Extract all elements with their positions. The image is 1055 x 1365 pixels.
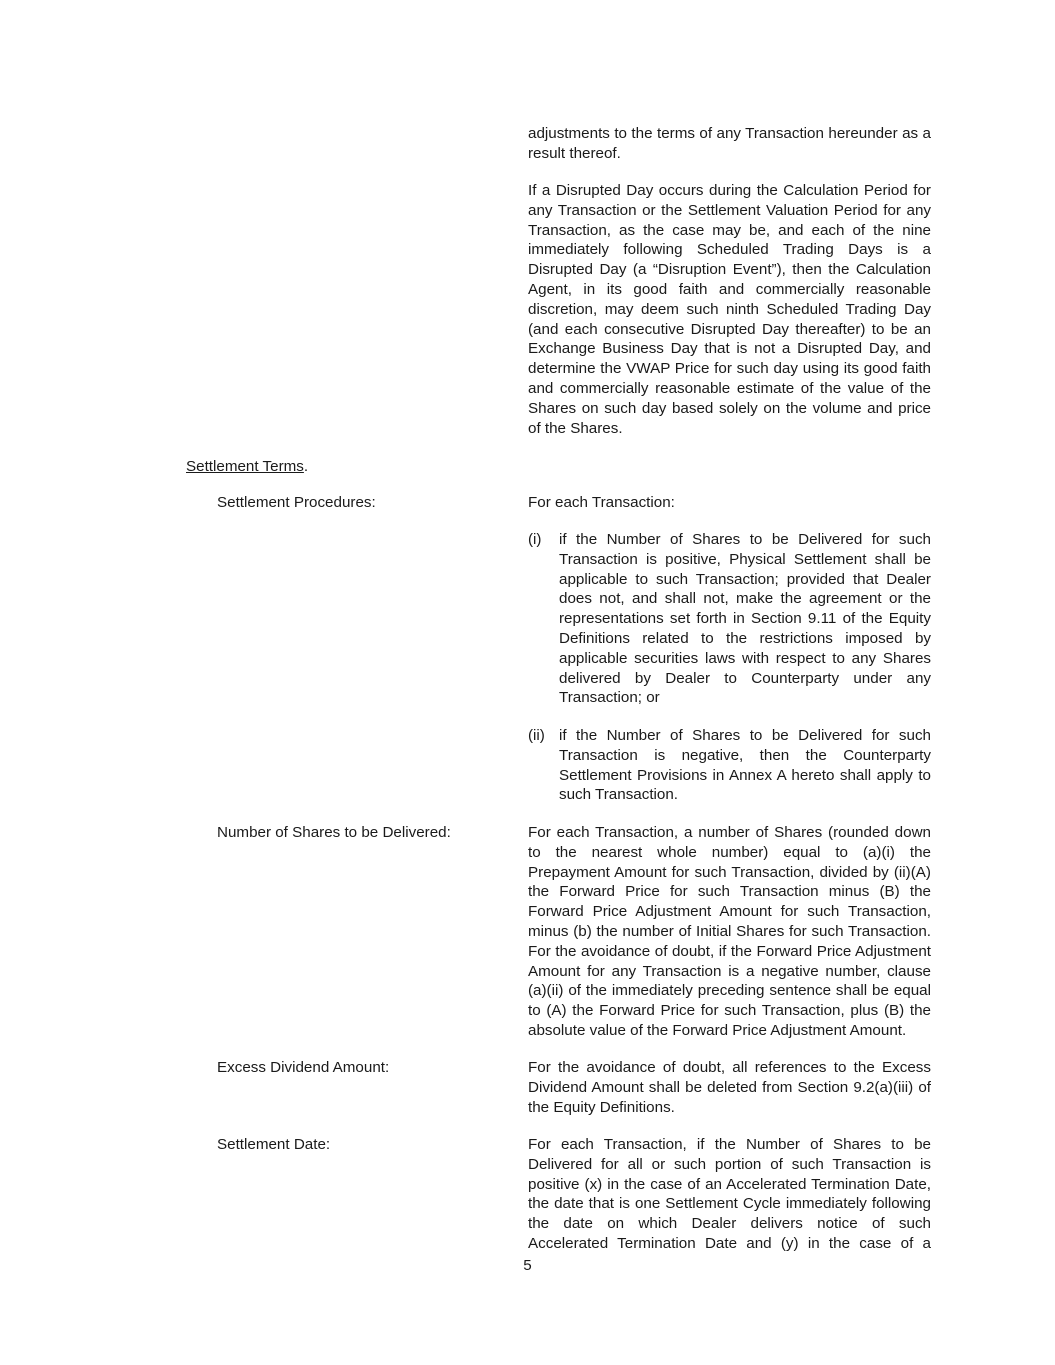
excess-dividend-text: For the avoidance of doubt, all references to the Excess Dividend Amount shall be deleted from Section 9.2(a)(iii) of the Equity Definitions.: [528, 1059, 931, 1116]
paragraph-adjustments-text: adjustments to the terms of any Transaction hereunder as a result thereof.: [528, 125, 931, 162]
item-number: (ii): [528, 727, 545, 744]
settlement-procedures-item-i: [528, 530, 931, 708]
paragraph-disrupted-day-text: If a Disrupted Day occurs during the Calculation Period for any Transaction or the Settlement Valuation Period for any Transaction, as the case may be, and each of the nine immediately following Scheduled Trading Days is a Disrupted Day (a “Disruption Event”), then the Calculation Agent, in its good faith and commercially reasonable discretion, may deem such ninth Scheduled Trading Day (and each consecutive Disrupted Day thereafter) to be an Exchange Business Day that is not a Disrupted Day, and determine the VWAP Price for such day using its good faith and commercially reasonable estimate of the value of the Shares on such day based solely on the volume and price of the Shares.: [528, 182, 931, 437]
paragraph-adjustments: [528, 124, 931, 164]
label-number-of-shares: Number of Shares to be Delivered:: [217, 824, 451, 841]
item-text: if the Number of Shares to be Delivered for such Transaction is negative, then the Counterparty Settlement Provisions in Annex A hereto shall apply to such Transaction.: [559, 727, 931, 804]
excess-dividend-definition: [528, 1058, 931, 1117]
page-number: 5: [523, 1257, 532, 1274]
paragraph-disrupted-day: [528, 181, 931, 438]
label-excess-dividend: Excess Dividend Amount:: [217, 1059, 390, 1076]
section-heading-settlement-terms: [186, 457, 308, 477]
label-settlement-date: Settlement Date:: [217, 1136, 331, 1153]
item-text: if the Number of Shares to be Delivered for such Transaction is positive, Physical Settlement shall be applicable to such Transaction; provided that Dealer does not, and shall not, make the agreement or the representations set forth in Section 9.11 of the Equity Definitions related to the restrictions imposed by applicable securities laws with respect to any Shares delivered by Dealer to Counterparty under any Transaction; or: [559, 531, 931, 707]
item-number: (i): [528, 531, 542, 548]
settlement-procedures-intro-text: For each Transaction:: [528, 494, 675, 511]
settlement-procedures-intro: [528, 493, 931, 513]
settlement-date-text: For each Transaction, if the Number of Shares to be Delivered for all or such portion of such Transaction is positive (x) in the case of an Accelerated Termination Date, the date that is one Settlement Cycle immediately following the date on which Dealer delivers notice of such Accelerated Termination Date and (y) in the case of a: [528, 1136, 931, 1252]
settlement-date-definition: [528, 1135, 931, 1254]
section-heading-text: Settlement Terms: [186, 458, 304, 475]
number-of-shares-text: For each Transaction, a number of Shares (rounded down to the nearest whole number) equal to (a)(i) the Prepayment Amount for such Transaction, divided by (ii)(A) the Forward Price for such Transaction minus (B) the Forward Price Adjustment Amount for such Transaction, minus (b) the number of Initial Shares for such Transaction. For the avoidance of doubt, if the Forward Price Adjustment Amount for any Transaction is a negative number, clause (a)(ii) of the immediately preceding sentence shall be equal to (A) the Forward Price for such Transaction, plus (B) the absolute value of the Forward Price Adjustment Amount.: [528, 824, 931, 1039]
number-of-shares-definition: [528, 823, 931, 1041]
settlement-procedures-item-ii: [528, 726, 931, 805]
label-settlement-procedures: Settlement Procedures:: [217, 494, 376, 511]
section-heading-period: .: [303, 458, 309, 475]
